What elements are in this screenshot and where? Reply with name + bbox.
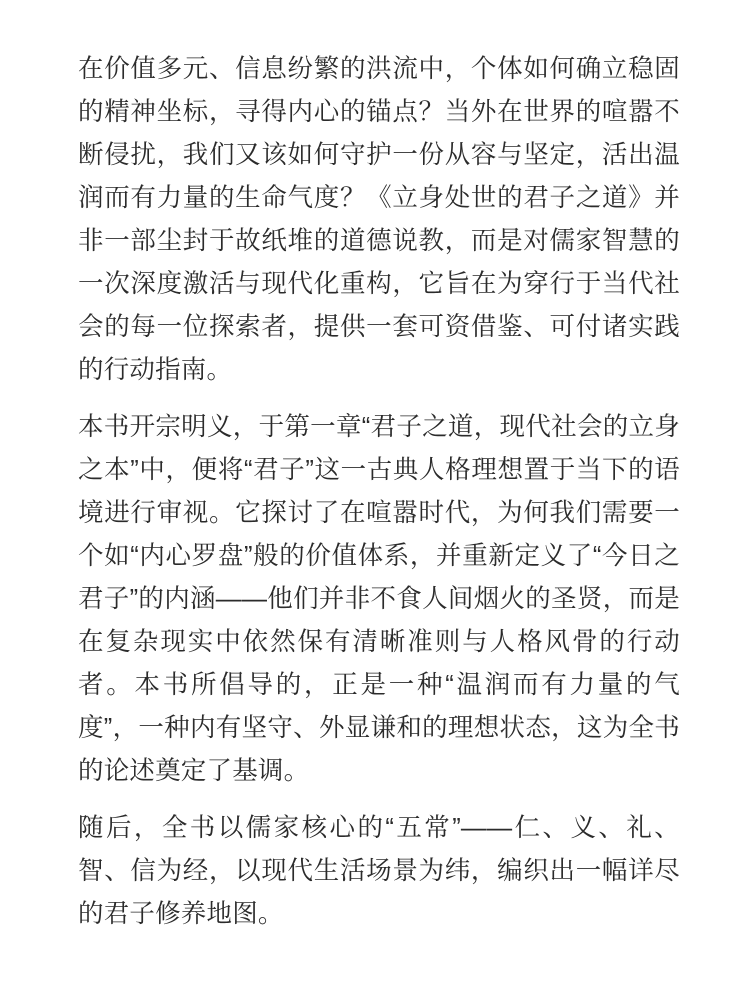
paragraph-chapter-one: 本书开宗明义，于第一章“君子之道，现代社会的立身之本”中，便将“君子”这一古典人格理想置于当下的语境进行审视。它探讨了在喧嚣时代，为何我们需要一个如“内心罗盘”般的价值体系，并重新定义了“今日之君子”的内涵——他们并非不食人间烟火的圣贤，而是在复杂现实中依然保有清晰准则与人格风骨的行动者。本书所倡导的，正是一种“温润而有力量的气度”，一种内有坚守、外显谦和的理想状态，这为全书的论述奠定了基调。: [78, 413, 680, 785]
paragraph-five-constants: 随后，全书以儒家核心的“五常”——仁、义、礼、智、信为经，以现代生活场景为纬，编织出一幅详尽的君子修养地图。: [78, 814, 680, 928]
paragraph-intro: 在价值多元、信息纷繁的洪流中，个体如何确立稳固的精神坐标，寻得内心的锚点？当外在世界的喧嚣不断侵扰，我们又该如何守护一份从容与坚定，活出温润而有力量的生命气度？《立身处世的君子之道》并非一部尘封于故纸堆的道德说教，而是对儒家智慧的一次深度激活与现代化重构，它旨在为穿行于当代社会的每一位探索者，提供一套可资借鉴、可付诸实践的行动指南。: [78, 55, 680, 384]
document-body: [78, 48, 680, 936]
